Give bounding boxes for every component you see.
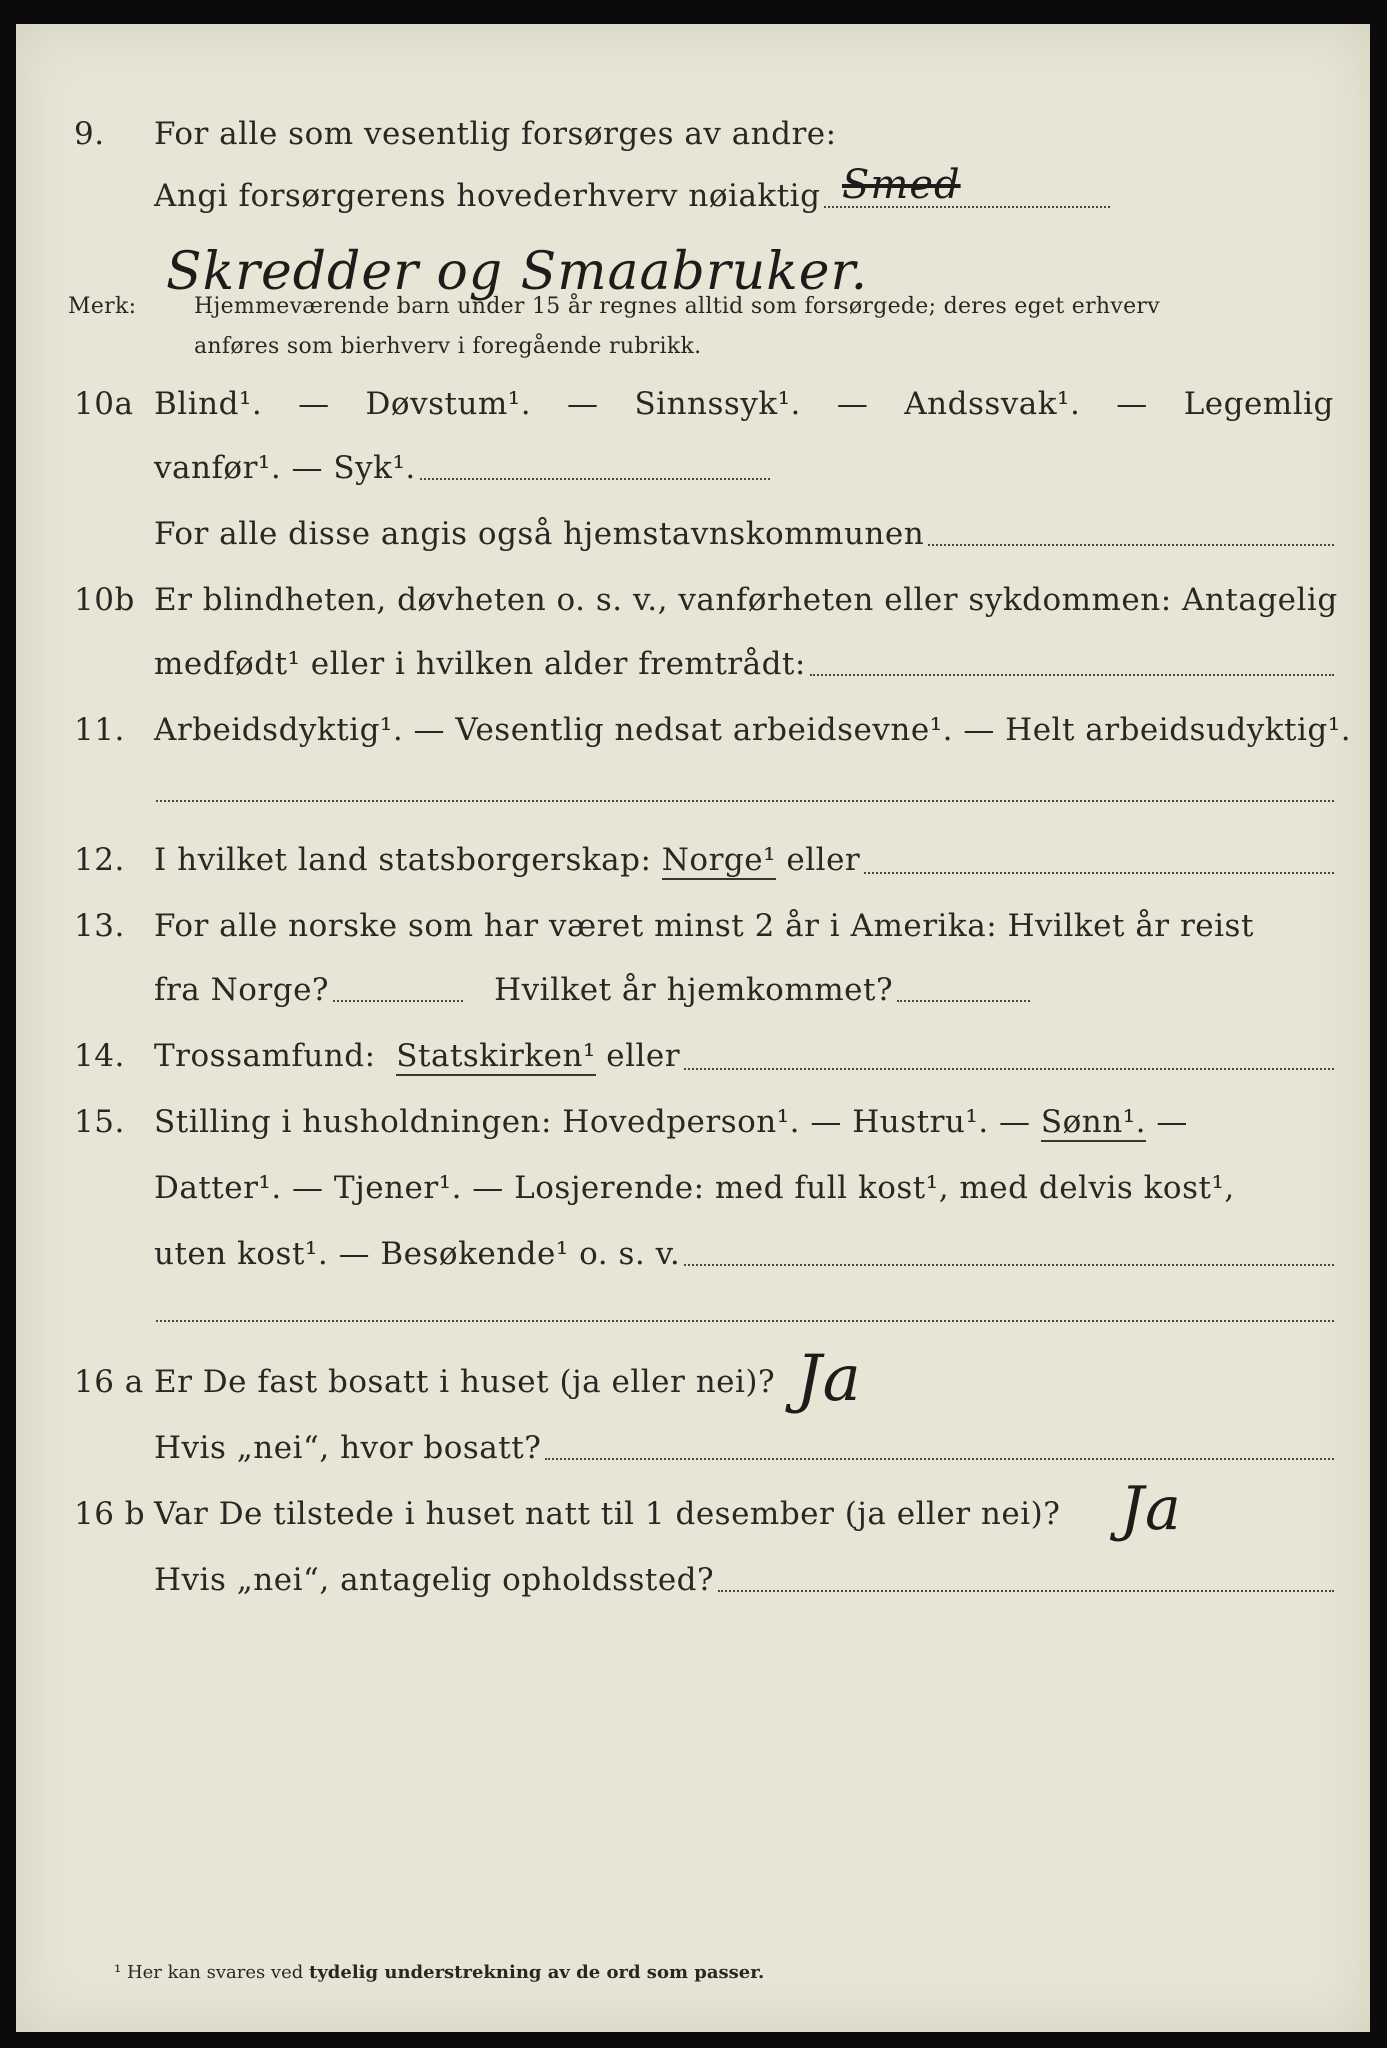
q14-eller: eller [606, 1038, 681, 1074]
q11-number: 11. [74, 712, 125, 748]
q9-text: For alle som vesentlig forsørges av andre: [154, 116, 837, 152]
q9-provider-prompt: Angi forsørgerens hovederhverv nøiaktig [154, 178, 821, 214]
q10a-options [154, 386, 1334, 422]
q10b-number: 10b [74, 582, 135, 618]
footnote-text: Her kan svares ved [126, 1962, 304, 1983]
q10a-syk-answer-line[interactable] [420, 477, 770, 480]
footnote-bold-text: tydelig understrekning av de ord som passer. [309, 1962, 765, 1983]
q9-number: 9. [74, 116, 105, 152]
q15-extra-answer-line[interactable] [156, 1320, 1334, 1322]
q13-hjemkommet-prompt: Hvilket år hjemkommet? [494, 972, 894, 1008]
q16b-prompt: Var De tilstede i huset natt til 1 desember (ja eller nei)? [154, 1496, 1061, 1532]
q16b-opholdssted-prompt: Hvis „nei“, antagelig opholdssted? [154, 1562, 715, 1598]
q13-number: 13. [74, 908, 125, 944]
merk-line2: anføres som bierhverv i foregående rubrikk. [194, 334, 702, 359]
dash: — [1116, 386, 1148, 422]
q14-number: 14. [74, 1038, 125, 1074]
q9-struck-handwriting: Smed [842, 162, 961, 208]
q14-statskirken-underlined[interactable]: Statskirken¹ [396, 1038, 596, 1074]
q10a-vanfor-syk: vanfør¹. — Syk¹. [154, 450, 416, 486]
q13-hjemkommet-answer-line[interactable] [897, 999, 1030, 1002]
q10b-text: Er blindheten, døvheten o. s. v., vanførheten eller sykdommen: Antagelig [154, 582, 1338, 618]
q16a-prompt: Er De fast bosatt i huset (ja eller nei)? [154, 1364, 776, 1400]
q16b-opholdssted-answer-line[interactable] [718, 1589, 1334, 1592]
q16a-number: 16 a [74, 1364, 144, 1400]
q16b-handwritten-answer: Ja [1120, 1474, 1182, 1544]
q10a-hjemstavn-prompt: For alle disse angis også hjemstavnskommunen [154, 516, 925, 552]
dash: — [836, 386, 869, 422]
footnote-mark: ¹ [114, 1962, 122, 1983]
q10b-prompt: medfødt¹ eller i hvilken alder fremtrådt: [154, 646, 806, 682]
option-blind[interactable]: Blind¹. [154, 386, 263, 422]
q14-answer-line[interactable] [684, 1067, 1334, 1070]
q12-number: 12. [74, 842, 125, 878]
q13-text: For alle norske som har været minst 2 år i Amerika: Hvilket år reist [154, 908, 1254, 944]
footnote [114, 1962, 764, 1983]
q12-norge-underlined[interactable]: Norge¹ [661, 842, 777, 878]
q16a-bosatt-prompt: Hvis „nei“, hvor bosatt? [154, 1430, 542, 1466]
census-form-page [16, 24, 1370, 2032]
q15-text3: uten kost¹. — Besøkende¹ o. s. v. [154, 1236, 681, 1272]
q13-reist-prompt: fra Norge? [154, 972, 330, 1008]
q11-text: Arbeidsdyktig¹. — Vesentlig nedsat arbeidsevne¹. — Helt arbeidsudyktig¹. [154, 712, 1352, 748]
q13-reist-answer-line[interactable] [333, 999, 463, 1002]
q14-prompt: Trossamfund: [154, 1038, 376, 1074]
q10b-answer-line[interactable] [810, 673, 1334, 676]
q10a-number: 10a [74, 386, 134, 422]
q16a-bosatt-answer-line[interactable] [545, 1457, 1334, 1460]
q16b-number: 16 b [74, 1496, 146, 1532]
option-andssvak[interactable]: Andssvak¹. [904, 386, 1081, 422]
q15-answer-line[interactable] [684, 1263, 1334, 1266]
dash: — [567, 386, 599, 422]
q9-handwritten-answer: Skredder og Smaabruker. [166, 242, 869, 302]
q12-answer-line[interactable] [864, 871, 1334, 874]
q12-prompt: I hvilket land statsborgerskap: [154, 842, 652, 878]
q15-text2: Datter¹. — Tjener¹. — Losjerende: med full kost¹, med delvis kost¹, [154, 1170, 1235, 1206]
q15-text1: Stilling i husholdningen: Hovedperson¹. — Hustru¹. — [154, 1104, 1031, 1140]
q16a-handwritten-answer: Ja [796, 1342, 862, 1416]
q12-eller: eller [786, 842, 861, 878]
q15-sonn-underlined[interactable]: Sønn¹. [1040, 1104, 1147, 1140]
q11-answer-line[interactable] [156, 800, 1334, 802]
option-legemlig[interactable]: Legemlig [1183, 386, 1334, 422]
dash: — [298, 386, 330, 422]
q15-number: 15. [74, 1104, 125, 1140]
dash: — [1156, 1104, 1188, 1140]
option-dovstum[interactable]: Døvstum¹. [365, 386, 532, 422]
q10a-hjemstavn-answer-line[interactable] [928, 543, 1334, 546]
option-sinnssyk[interactable]: Sinnssyk¹. [634, 386, 801, 422]
merk-label: Merk: [68, 294, 137, 319]
merk-line1: Hjemmeværende barn under 15 år regnes alltid som forsørgede; deres eget erhverv [194, 294, 1160, 319]
